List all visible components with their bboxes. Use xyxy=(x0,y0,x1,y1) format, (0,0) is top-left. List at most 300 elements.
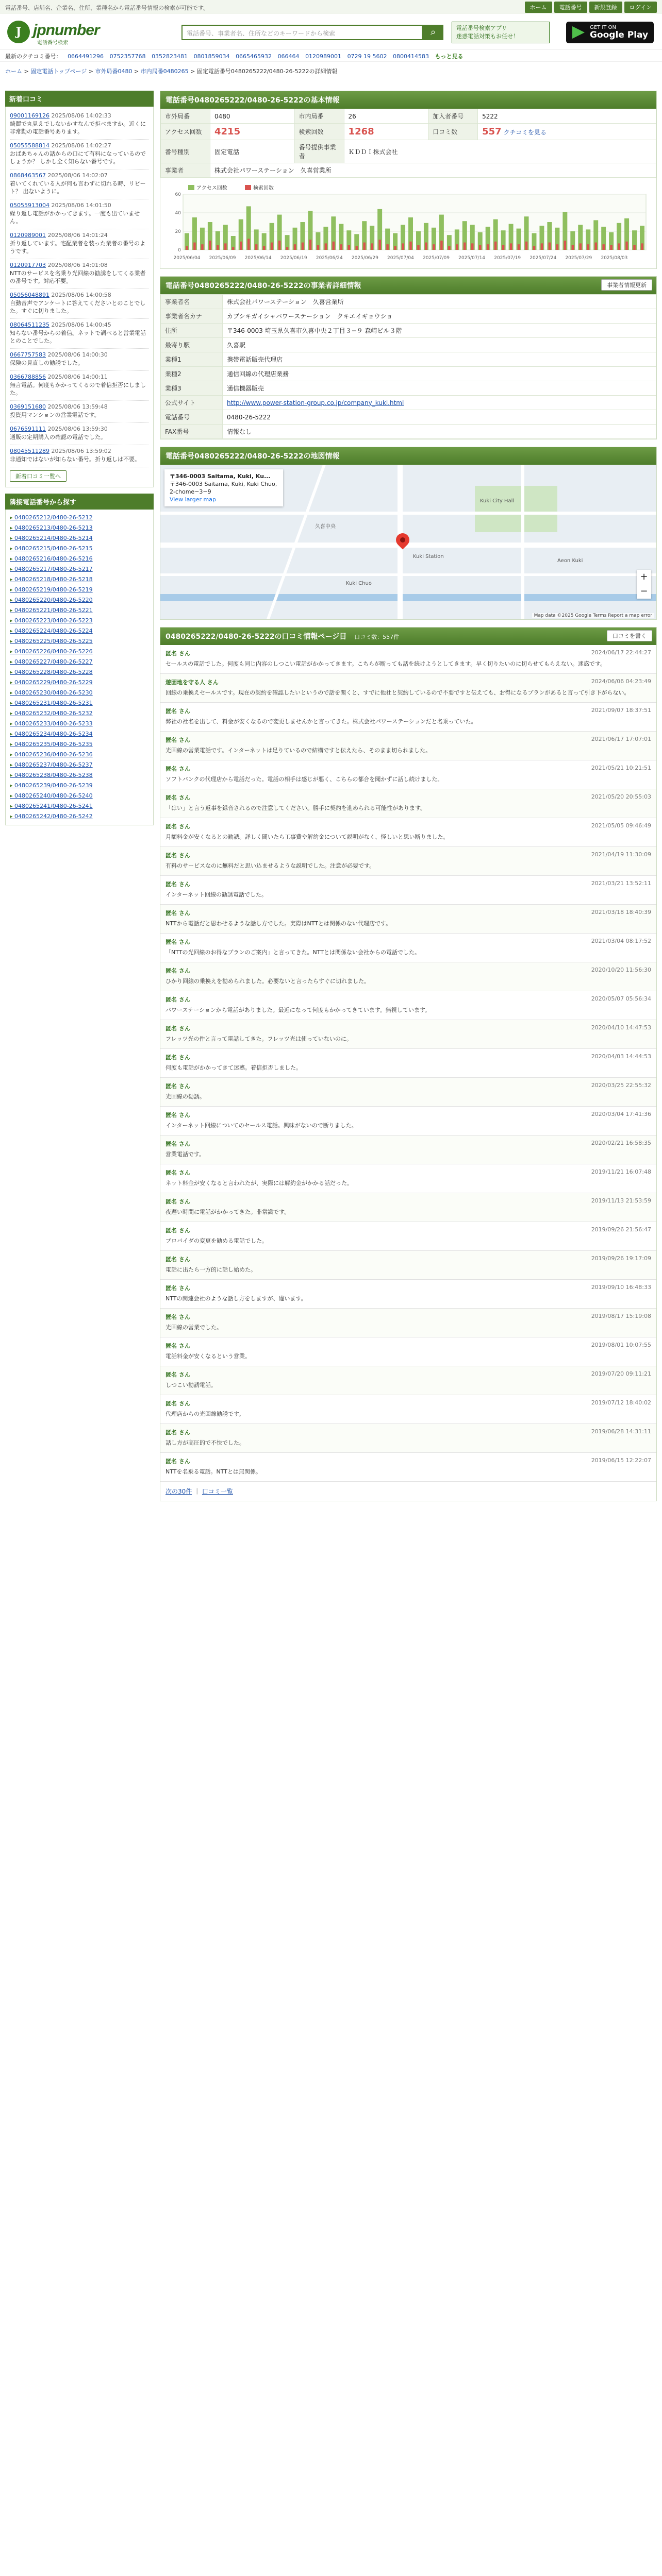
review-date: 2021/05/20 20:55:03 xyxy=(591,793,651,800)
zoom-out-button[interactable]: − xyxy=(640,586,648,597)
detail-label: 最寄り駅 xyxy=(161,338,223,352)
chart-bar-search xyxy=(440,241,442,250)
nearby-number-link[interactable]: ▸ 0480265225/0480-26-5225 xyxy=(10,636,149,647)
chart-bar-search xyxy=(564,241,566,250)
detail-value: 0480-26-5222 xyxy=(223,410,656,425)
review-author: 匿名 さん xyxy=(166,1400,190,1407)
google-play-badge[interactable] xyxy=(566,22,654,43)
nearby-number-link[interactable]: ▸ 0480265233/0480-26-5233 xyxy=(10,719,149,729)
review-body: インターネット回線についてのセールス電話。興味がないので断りました。 xyxy=(166,1122,357,1129)
new-review-date: 2025/08/06 14:01:08 xyxy=(47,262,108,268)
top-nav xyxy=(525,2,657,13)
review-author: 匿名 さん xyxy=(166,737,190,743)
new-review-number[interactable]: 0120917703 xyxy=(10,262,46,268)
chart-bar-search xyxy=(479,245,481,250)
map-zoom-controls xyxy=(637,570,651,599)
new-review-body: 綺麗で丸見えでしないかすなんで拒べますか。近くに非常勤の電話番号あります。 xyxy=(10,121,146,135)
basic-info-title: 電話番号0480265222/0480-26-5222の基本情報 xyxy=(160,91,656,109)
business-detail-table xyxy=(160,294,656,439)
new-review-item xyxy=(10,199,149,229)
map-label: Kuki City Hall xyxy=(480,498,515,504)
review-item xyxy=(160,818,656,847)
chart-bar-search xyxy=(448,246,450,250)
new-review-number[interactable]: 0120989001 xyxy=(10,232,46,239)
detail-row xyxy=(161,295,656,309)
review-item xyxy=(160,1337,656,1366)
review-date: 2019/09/26 21:56:47 xyxy=(591,1226,651,1233)
recent-number[interactable]: 0664491296 xyxy=(68,53,104,60)
chart-x-tick: 2025/07/24 xyxy=(529,256,557,261)
chart-y-tick: 20 xyxy=(175,229,181,234)
chart-x-tick: 2025/06/09 xyxy=(209,256,236,261)
review-body: プロバイダの変更を勧める電話でした。 xyxy=(166,1238,268,1244)
all-reviews-link[interactable]: 口コミ一覧 xyxy=(202,1488,233,1495)
nearby-number-link[interactable]: ▸ 0480265224/0480-26-5224 xyxy=(10,626,149,636)
chart-bar-search xyxy=(363,243,365,250)
new-review-number[interactable]: 0667757583 xyxy=(10,351,46,358)
nearby-number-link[interactable]: ▸ 0480265214/0480-26-5214 xyxy=(10,533,149,544)
new-review-item xyxy=(10,229,149,259)
recent-number[interactable]: 0801859034 xyxy=(193,53,230,60)
new-review-body: 繰り返し電話がかかってきます。一度も出ていません。 xyxy=(10,210,140,225)
review-author: 匿名 さん xyxy=(166,881,190,888)
chart-bar-search xyxy=(186,246,188,250)
new-reviews-list xyxy=(5,107,154,487)
review-item xyxy=(160,732,656,760)
chart-x-tick: 2025/06/24 xyxy=(316,256,343,261)
nearby-number-link[interactable]: ▸ 0480265227/0480-26-5227 xyxy=(10,657,149,667)
nearby-number-link[interactable]: ▸ 0480265223/0480-26-5223 xyxy=(10,616,149,626)
recent-more-link[interactable]: もっと見る xyxy=(435,53,464,60)
chart-bar-search xyxy=(518,244,520,250)
nearby-number-link[interactable]: ▸ 0480265216/0480-26-5216 xyxy=(10,554,149,564)
chart-bar-search xyxy=(456,244,458,250)
review-author: 遊園地を守る人 さん xyxy=(166,679,219,686)
review-item xyxy=(160,905,656,934)
breadcrumb-area-code[interactable]: 市外局番0480 xyxy=(95,68,133,75)
value-business: 株式会社パワーステーション 久喜営業所 xyxy=(210,163,656,178)
review-body: セールスの電話でした。何度も同じ内容のしつこい電話がかかってきます。こちらが断っても話を続けようとしてきます。早く切りたいのに切らせてもらえない。迷惑です。 xyxy=(166,660,606,667)
review-item xyxy=(160,991,656,1020)
review-body: 「はい」と言う返事を録音されるので注意してください。勝手に契約を進められる可能性があります。 xyxy=(166,805,426,811)
nearby-number-link[interactable]: ▸ 0480265240/0480-26-5240 xyxy=(10,791,149,801)
label-carrier: 番号提供事業者 xyxy=(294,140,344,163)
new-review-number[interactable]: 0868463567 xyxy=(10,172,46,179)
review-item xyxy=(160,703,656,732)
new-review-date: 2025/08/06 14:00:45 xyxy=(51,321,111,328)
detail-label: 業種3 xyxy=(161,381,223,396)
review-date: 2021/05/05 09:46:49 xyxy=(591,822,651,829)
map[interactable] xyxy=(160,465,656,619)
review-item xyxy=(160,1251,656,1280)
chart-x-tick: 2025/07/04 xyxy=(387,256,414,261)
recent-numbers-bar xyxy=(0,49,662,62)
chart-bar-search xyxy=(587,244,589,250)
breadcrumb-home[interactable]: ホーム xyxy=(5,68,22,75)
detail-value: 通信機器販売 xyxy=(223,381,656,396)
new-review-number[interactable]: 05055588814 xyxy=(10,142,49,149)
recent-number[interactable]: 066464 xyxy=(277,53,300,60)
value-number-type: 固定電話 xyxy=(210,140,295,163)
review-body: パワーステーションから電話がありました。最近になって何度もかかってきています。無視しています。 xyxy=(166,1007,431,1013)
review-item xyxy=(160,1078,656,1107)
new-review-date: 2025/08/06 13:59:30 xyxy=(47,426,108,432)
logo-title: jpnumber xyxy=(33,22,100,39)
value-search-count: 1268 xyxy=(348,126,374,137)
app-promo-line2: 迷惑電話対策もお任せ！ xyxy=(456,33,519,40)
map-label: Kuki Station xyxy=(413,554,444,560)
review-author: 匿名 さん xyxy=(166,1198,190,1205)
chart-bar-search xyxy=(409,242,411,250)
chart-bar-search xyxy=(471,243,473,250)
new-reviews-more-button[interactable]: 新着口コミ一覧へ xyxy=(10,470,67,482)
chart-bar-search xyxy=(549,243,551,250)
top-nav-register[interactable]: 新規登録 xyxy=(589,2,622,13)
new-review-number[interactable]: 08045511289 xyxy=(10,448,49,454)
nearby-number-link[interactable]: ▸ 0480265212/0480-26-5212 xyxy=(10,513,149,523)
nearby-number-link[interactable]: ▸ 0480265217/0480-26-5217 xyxy=(10,564,149,574)
new-review-date: 2025/08/06 14:02:07 xyxy=(47,172,108,179)
new-review-body: 無言電話。何度もかかってくるので着信拒否にしました。 xyxy=(10,382,146,396)
logo-subtitle: 電話番号検索 xyxy=(37,40,68,46)
detail-label: 事業者名カナ xyxy=(161,309,223,324)
review-author: 匿名 さん xyxy=(166,939,190,945)
topbar-tagline: 電話番号、店舗名、企業名、住所、業種名から電話番号情報の検索が可能です。 xyxy=(5,5,209,11)
nearby-number-link[interactable]: ▸ 0480265218/0480-26-5218 xyxy=(10,574,149,585)
new-review-number[interactable]: 05055913004 xyxy=(10,202,49,209)
chart-x-tick: 2025/07/19 xyxy=(494,256,521,261)
chart-bar-search xyxy=(209,241,211,250)
top-nav-home[interactable]: ホーム xyxy=(525,2,552,13)
new-review-body: 自動音声でアンケートに答えてくださいとのことでした。すぐに切りました。 xyxy=(10,300,146,314)
review-author: 匿名 さん xyxy=(166,996,190,1003)
chart-bar-search xyxy=(433,244,435,250)
new-review-item xyxy=(10,371,149,401)
new-review-number[interactable]: 0369151680 xyxy=(10,403,46,410)
search-input[interactable]: 電話番号、事業者名、住所などのキーワードから検索 xyxy=(181,25,423,40)
review-author: 匿名 さん xyxy=(166,823,190,830)
app-promo-banner[interactable] xyxy=(452,22,550,43)
chart-x-tick: 2025/06/19 xyxy=(280,256,307,261)
top-nav-phone[interactable]: 電話番号 xyxy=(554,2,587,13)
review-body: 「NTTの光回線のお得なプランのご案内」と言ってきた。NTTとは関係ない会社からの電話でした。 xyxy=(166,949,420,956)
new-review-number[interactable]: 08064511235 xyxy=(10,321,49,328)
chart-bar-search xyxy=(386,244,388,250)
nearby-number-link[interactable]: ▸ 0480265230/0480-26-5230 xyxy=(10,688,149,698)
app-promo-line1: 電話番号検索アプリ xyxy=(456,25,507,31)
review-author: 匿名 さん xyxy=(166,708,190,715)
nearby-number-link[interactable]: ▸ 0480265228/0480-26-5228 xyxy=(10,667,149,677)
review-body: 夜遅い時間に電話がかかってきた。非常識です。 xyxy=(166,1209,290,1215)
chart-bar-search xyxy=(263,246,265,250)
detail-value: カブシキガイシャパワーステーション クキエイギョウショ xyxy=(223,309,656,324)
nearby-number-link[interactable]: ▸ 0480265241/0480-26-5241 xyxy=(10,801,149,811)
review-body: 電話料金が安くなるという営業。 xyxy=(166,1353,251,1360)
reviews-count: 口コミ数：557件 xyxy=(354,634,400,640)
map-river xyxy=(160,594,656,601)
detail-row xyxy=(161,352,656,367)
nearby-number-link[interactable]: ▸ 0480265226/0480-26-5226 xyxy=(10,647,149,657)
review-author: 匿名 さん xyxy=(166,1343,190,1349)
review-author: 匿名 さん xyxy=(166,1429,190,1436)
breadcrumb-local-code[interactable]: 市内局番0480265 xyxy=(140,68,189,75)
review-author: 匿名 さん xyxy=(166,1054,190,1061)
review-author: 匿名 さん xyxy=(166,1371,190,1378)
value-local-code: 26 xyxy=(344,109,428,124)
nearby-number-link[interactable]: ▸ 0480265232/0480-26-5232 xyxy=(10,708,149,719)
review-body: NTTから電話だと思わせるような話し方でした。実際はNTTとは関係のない代理店です。 xyxy=(166,920,392,927)
basic-info-table xyxy=(160,109,656,178)
new-review-body: おばあちゃんの話からの口にて有料になっているのでしょうか？ しかし全く知らない番号です。 xyxy=(10,150,146,165)
search-button[interactable] xyxy=(423,25,443,40)
nearby-numbers-list xyxy=(5,510,154,825)
chart-bar-search xyxy=(510,243,512,250)
new-review-body: 知らない番号からの着信。ネットで調べると営業電話とのことでした。 xyxy=(10,330,146,344)
review-item xyxy=(160,760,656,789)
review-item xyxy=(160,934,656,962)
nearby-number-link[interactable]: ▸ 0480265238/0480-26-5238 xyxy=(10,770,149,781)
chart-x-tick: 2025/06/04 xyxy=(173,256,201,261)
recent-number[interactable]: 0665465932 xyxy=(236,53,272,60)
recent-number[interactable]: 0729 19 5602 xyxy=(347,53,387,60)
review-author: 匿名 さん xyxy=(166,794,190,801)
chart-x-tick: 2025/07/09 xyxy=(423,256,450,261)
review-item xyxy=(160,1222,656,1251)
review-date: 2019/11/21 16:07:48 xyxy=(591,1168,651,1175)
review-item xyxy=(160,1366,656,1395)
nearby-number-link[interactable]: ▸ 0480265229/0480-26-5229 xyxy=(10,677,149,688)
nearby-number-link[interactable]: ▸ 0480265236/0480-26-5236 xyxy=(10,750,149,760)
chart-bar-search xyxy=(340,244,342,250)
nearby-number-link[interactable]: ▸ 0480265242/0480-26-5242 xyxy=(10,811,149,822)
map-label: 久喜中央 xyxy=(315,524,336,530)
detail-label: 業種1 xyxy=(161,352,223,367)
review-author: 匿名 さん xyxy=(166,1112,190,1118)
chart-bar-search xyxy=(625,242,627,250)
nearby-number-link[interactable]: ▸ 0480265235/0480-26-5235 xyxy=(10,739,149,750)
recent-number[interactable]: 0800414583 xyxy=(393,53,429,60)
chart-bar-search xyxy=(193,243,195,250)
map-road xyxy=(160,512,656,515)
review-item xyxy=(160,1107,656,1136)
new-review-number[interactable]: 0366788856 xyxy=(10,374,46,380)
chart-bar-search xyxy=(394,246,396,250)
review-date: 2024/06/17 22:44:27 xyxy=(591,649,651,656)
write-review-button[interactable]: 口コミを書く xyxy=(607,630,652,641)
detail-value: 携帯電話販売代理店 xyxy=(223,352,656,367)
chart-bar-search xyxy=(487,244,489,250)
chart-bar-search xyxy=(502,245,504,250)
review-date: 2021/03/21 13:52:11 xyxy=(591,880,651,887)
review-author: 匿名 さん xyxy=(166,1227,190,1234)
chart-bar-search xyxy=(402,243,404,250)
chart-x-tick: 2025/08/03 xyxy=(601,256,628,261)
chart-x-tick: 2025/06/29 xyxy=(351,256,378,261)
main-content xyxy=(160,91,657,1509)
topbar xyxy=(0,0,662,13)
next-page-link[interactable]: 次の30件 xyxy=(166,1488,192,1495)
review-body: フレッツ光の件と言って電話してきた。フレッツ光は使っていないのに。 xyxy=(166,1036,352,1042)
chart-legend-swatch xyxy=(245,185,251,190)
review-body: 代理店からの光回線勧誘です。 xyxy=(166,1411,245,1417)
nearby-number-link[interactable]: ▸ 0480265231/0480-26-5231 xyxy=(10,698,149,708)
review-author: 匿名 さん xyxy=(166,1256,190,1263)
new-review-number[interactable]: 09001169126 xyxy=(10,112,49,119)
review-item xyxy=(160,1049,656,1078)
review-item xyxy=(160,1193,656,1222)
review-date: 2019/07/12 18:40:02 xyxy=(591,1399,651,1406)
nearby-number-link[interactable]: ▸ 0480265215/0480-26-5215 xyxy=(10,544,149,554)
top-nav-login[interactable]: ログイン xyxy=(624,2,657,13)
detail-label: 電話番号 xyxy=(161,410,223,425)
chart-bar-search xyxy=(255,244,257,250)
chart-x-tick: 2025/06/14 xyxy=(244,256,272,261)
chart-bar-search xyxy=(294,244,296,250)
label-subscriber: 加入者番号 xyxy=(428,109,478,124)
review-author: 匿名 さん xyxy=(166,910,190,917)
recent-label: 最新のクチコミ番号： xyxy=(5,53,62,60)
value-area-code: 0480 xyxy=(210,109,295,124)
chart-bar-search xyxy=(271,243,273,250)
sidebar xyxy=(5,91,154,825)
new-review-number[interactable]: 0676591111 xyxy=(10,426,46,432)
breadcrumb: ホーム > 固定電話トップページ > 市外局番0480 > 市内局番0480265 > 固定電話番号0480265222/0480-26-5222の詳細情報 xyxy=(5,68,338,75)
nearby-number-link[interactable]: ▸ 0480265237/0480-26-5237 xyxy=(10,760,149,770)
review-item xyxy=(160,1020,656,1049)
nearby-numbers-section xyxy=(5,494,154,825)
new-review-item xyxy=(10,349,149,371)
chart-bar-search xyxy=(525,242,527,250)
review-body: 有料のサービスなのに無料だと思い込ませるような説明でした。注意が必要です。 xyxy=(166,862,375,869)
new-review-body: 着いてくれている人が何も言わずに切れる時、リピート？ 出ないように。 xyxy=(10,180,146,195)
chart-bar-search xyxy=(594,243,597,250)
nearby-number-link[interactable]: ▸ 0480265220/0480-26-5220 xyxy=(10,595,149,605)
chart-legend-swatch xyxy=(188,185,194,190)
label-local-code: 市内局番 xyxy=(294,109,344,124)
nearby-number-link[interactable]: ▸ 0480265221/0480-26-5221 xyxy=(10,605,149,616)
chart-bar-search xyxy=(371,243,373,250)
new-review-body: 折り返しています。宅配業者を装った業者の番号のようです。 xyxy=(10,240,146,255)
chart-bar-search xyxy=(378,240,380,250)
review-author: 匿名 さん xyxy=(166,1458,190,1465)
site-logo[interactable] xyxy=(7,21,177,46)
detail-row xyxy=(161,381,656,396)
chart-bar-search xyxy=(602,244,604,250)
chart-bar-search xyxy=(533,246,535,250)
label-area-code: 市外局番 xyxy=(161,109,210,124)
detail-value[interactable]: http://www.power-station-group.co.jp/company_kuki.html xyxy=(223,396,656,410)
review-author: 匿名 さん xyxy=(166,1170,190,1176)
review-body: 何度も電話がかかってきて迷惑。着信拒否しました。 xyxy=(166,1064,302,1071)
chart-bar-search xyxy=(286,247,288,250)
review-body: 電話に出たら一方的に話し始めた。 xyxy=(166,1266,256,1273)
nearby-number-link[interactable]: ▸ 0480265219/0480-26-5219 xyxy=(10,585,149,595)
recent-number[interactable]: 0352823481 xyxy=(152,53,188,60)
review-body: 営業電話です。 xyxy=(166,1151,205,1158)
business-detail-card xyxy=(160,276,657,439)
new-review-date: 2025/08/06 14:00:30 xyxy=(47,351,108,358)
detail-label: FAX番号 xyxy=(161,425,223,439)
new-review-item xyxy=(10,423,149,445)
detail-value: 〒346-0003 埼玉県久喜市久喜中央２丁目３−９ 森崎ビル３階 xyxy=(223,324,656,338)
update-business-button[interactable]: 事業者情報更新 xyxy=(601,279,652,291)
chart-legend-label: 検索回数 xyxy=(253,185,274,191)
reviews-card xyxy=(160,627,657,1501)
chart-x-tick: 2025/07/29 xyxy=(565,256,592,261)
review-item xyxy=(160,1280,656,1309)
review-body: ひかり回線の乗換えを勧められました。必要ないと言ったらすぐに切れました。 xyxy=(166,978,370,985)
review-item xyxy=(160,1424,656,1453)
review-date: 2019/11/13 21:53:59 xyxy=(591,1197,651,1204)
chart-bar-search xyxy=(610,245,612,250)
new-review-item xyxy=(10,445,149,467)
recent-number[interactable]: 0120989001 xyxy=(305,53,342,60)
label-review-count: 口コミ数 xyxy=(428,124,478,140)
review-date: 2020/03/04 17:41:36 xyxy=(591,1111,651,1117)
chart-bar-search xyxy=(641,243,643,250)
new-review-item xyxy=(10,110,149,140)
breadcrumb-fixed-top[interactable]: 固定電話トップページ xyxy=(30,68,87,75)
chart-bar-search xyxy=(541,243,543,250)
chart-bar-search xyxy=(572,245,574,250)
new-review-date: 2025/08/06 14:02:27 xyxy=(51,142,111,149)
recent-number[interactable]: 0752357768 xyxy=(109,53,146,60)
detail-label: 住所 xyxy=(161,324,223,338)
review-body: ネット料金が安くなると言われたが、実際には解約金がかかる話だった。 xyxy=(166,1180,353,1187)
nearby-number-link[interactable]: ▸ 0480265239/0480-26-5239 xyxy=(10,781,149,791)
chart-bar-search xyxy=(556,244,558,250)
review-item xyxy=(160,876,656,905)
logo-mark: J xyxy=(7,21,30,43)
review-author: 匿名 さん xyxy=(166,650,190,657)
value-carrier: ＫＤＤＩ株式会社 xyxy=(344,140,656,163)
map-park xyxy=(475,486,557,532)
search-icon: ⌕ xyxy=(430,27,436,38)
view-larger-map-link[interactable]: View larger map xyxy=(170,496,216,503)
new-reviews-heading: 新着口コミ xyxy=(5,91,154,107)
new-review-date: 2025/08/06 14:00:11 xyxy=(47,374,108,380)
google-play-big: Google Play xyxy=(590,30,649,40)
review-body: 光回線の営業電話です。インターネットは足りているので結構ですと伝えたら、そのまま切られました。 xyxy=(166,747,432,754)
chart-y-tick: 40 xyxy=(175,211,181,216)
new-review-item xyxy=(10,140,149,170)
nearby-numbers-heading: 隣接電話番号から探す xyxy=(5,494,154,510)
nearby-number-link[interactable]: ▸ 0480265213/0480-26-5213 xyxy=(10,523,149,533)
chart-bar-search xyxy=(425,243,427,250)
new-review-date: 2025/08/06 14:01:50 xyxy=(51,202,111,209)
chart-bar-search xyxy=(240,242,242,250)
nearby-number-link[interactable]: ▸ 0480265234/0480-26-5234 xyxy=(10,729,149,739)
value-access-count: 4215 xyxy=(214,126,241,137)
review-body: NTTの関連会社のような話し方をしますが、違います。 xyxy=(166,1295,307,1302)
zoom-in-button[interactable]: + xyxy=(640,571,648,582)
google-play-small: GET IT ON xyxy=(590,25,616,30)
map-title: 電話番号0480265222/0480-26-5222の地図情報 xyxy=(160,447,656,465)
review-list xyxy=(160,645,656,1482)
new-review-item xyxy=(10,259,149,289)
map-label: Kuki Chuo xyxy=(346,581,372,586)
review-body: インターネット回線の勧誘電話でした。 xyxy=(166,891,268,898)
label-access-count: アクセス回数 xyxy=(161,124,210,140)
new-review-number[interactable]: 05056048891 xyxy=(10,292,49,298)
value-subscriber: 5222 xyxy=(478,109,656,124)
chart-x-tick: 2025/07/14 xyxy=(458,256,486,261)
chart-bar-search xyxy=(278,241,280,250)
review-date: 2020/02/21 16:58:35 xyxy=(591,1140,651,1146)
see-reviews-link[interactable]: クチコミを見る xyxy=(503,129,547,136)
value-review-count: 557 xyxy=(482,126,502,137)
review-item xyxy=(160,674,656,703)
